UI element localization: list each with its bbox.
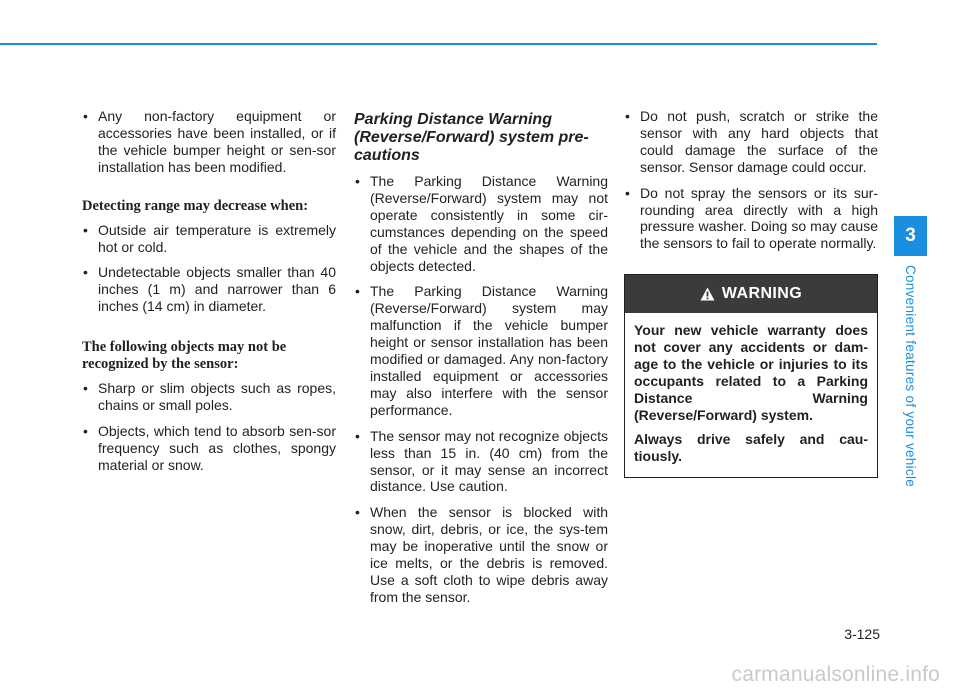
objects-list (82, 380, 336, 474)
heading-detecting-range: Detecting range may decrease when: (82, 197, 309, 214)
list-item: • The sensor may not recognize objects less than 15 in. (40 cm) from the sensor, or it may sense an incorrect distance. Use caution. (354, 428, 608, 496)
chapter-tab: 3 (894, 216, 927, 256)
section-title: Parking Distance Warning (Reverse/Forward) system pre-cautions (354, 111, 589, 164)
warning-body (625, 313, 877, 477)
warning-triangle-icon (700, 287, 715, 301)
warning-header (625, 275, 877, 313)
heading-unrecognized-objects: The following objects may not be recognized by the sensor: (82, 339, 287, 373)
list-item: • The Parking Distance Warning (Reverse/Forward) system may not operate consistently in some cir-cumstances depending on the speed of the vehicle and the shapes of the objects detected. (354, 173, 608, 274)
list-item: • Do not push, scratch or strike the sensor with any hard objects that could damage the surface of the sensor. Sensor damage could occur. (624, 108, 878, 176)
list-item: • The Parking Distance Warning (Reverse/Forward) system may malfunction if the vehicle bumper height or sensor installation has been modified or damaged. Any non-factory installed equipment or accessories may also interfere with the sensor performance. (354, 283, 608, 418)
column-left (82, 108, 336, 483)
list-item: • Any non-factory equipment or accessories have been installed, or if the vehicle bumper height or sen-sor installation has been modified. (82, 108, 336, 176)
intro-list (82, 108, 336, 176)
list-item: • Objects, which tend to absorb sen-sor frequency such as clothes, spongy material or snow. (82, 423, 336, 474)
warning-label: WARNING (721, 284, 803, 302)
list-item: • Undetectable objects smaller than 40 inches (1 m) and narrower than 6 inches (14 cm) in diameter. (82, 264, 336, 315)
list-item: • Outside air temperature is extremely hot or cold. (82, 222, 336, 256)
precautions-list (354, 173, 608, 606)
list-item: • Sharp or slim objects such as ropes, chains or small poles. (82, 380, 336, 414)
page-number: 3-125 (844, 626, 880, 642)
column-middle (354, 108, 608, 615)
warning-paragraph: Always drive safely and cau-tiously. (634, 431, 868, 465)
list-item: • When the sensor is blocked with snow, dirt, debris, or ice, the sys-tem may be inoperative until the snow or ice melts, or the debris is removed. Use a soft cloth to wipe debris away from the sensor. (354, 504, 608, 605)
header-rule (0, 43, 877, 45)
range-list (82, 222, 336, 316)
column-right (624, 108, 878, 478)
warning-paragraph: Your new vehicle warranty does not cover any accidents or dam-age to the vehicle or injuries to its occupants related to a Parking Distance Warning (Reverse/Forward) system. (634, 322, 868, 424)
sensor-care-list (624, 108, 878, 252)
list-item: • Do not spray the sensors or its sur-rounding area directly with a high pressure washer. Doing so may cause the sensors to fail to operate normally. (624, 185, 878, 253)
chapter-title: Convenient features of your vehicle (903, 264, 918, 488)
watermark: carmanualsonline.info (731, 662, 940, 686)
warning-box (624, 274, 878, 478)
